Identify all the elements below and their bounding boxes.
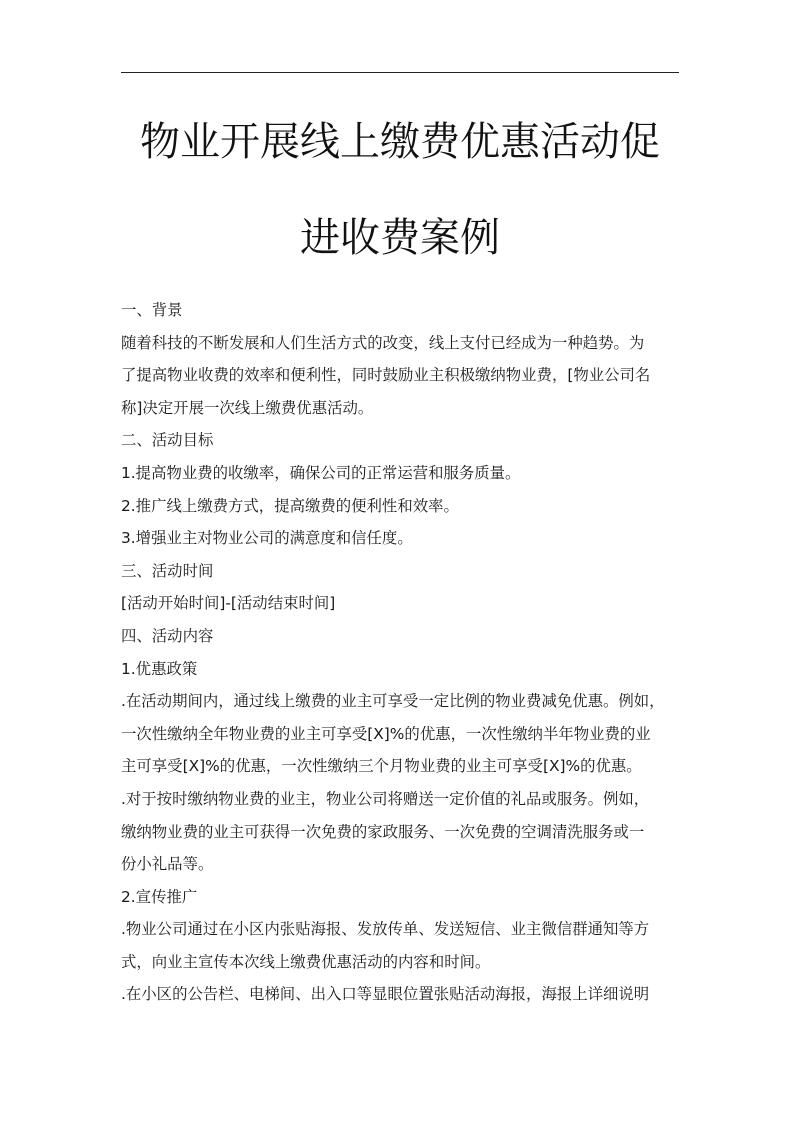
paragraph-line: 一次性缴纳全年物业费的业主可享受[X]%的优惠，一次性缴纳半年物业费的业 <box>121 724 651 743</box>
subheading-promotion: 2.宣传推广 <box>121 887 198 906</box>
paragraph-line: .对于按时缴纳物业费的业主，物业公司将赠送一定价值的礼品或服务。例如， <box>121 789 650 808</box>
paragraph-line: 式，向业主宣传本次线上缴费优惠活动的内容和时间。 <box>121 952 491 971</box>
document-title-line-1: 物业开展线上缴费优惠活动促 <box>140 119 660 165</box>
paragraph-line: 了提高物业收费的效率和便利性，同时鼓励业主积极缴纳物业费，[物业公司名 <box>121 366 651 385</box>
paragraph-line: 份小礼品等。 <box>121 855 214 874</box>
goal-item: 3.增强业主对物业公司的满意度和信任度。 <box>121 529 413 548</box>
paragraph-line: .在小区的公告栏、电梯间、出入口等显眼位置张贴活动海报，海报上详细说明 <box>121 985 650 1004</box>
document-body <box>121 294 691 1011</box>
paragraph-line: .在活动期间内，通过线上缴费的业主可享受一定比例的物业费减免优惠。例如， <box>121 692 665 711</box>
document-title-line-2: 进收费案例 <box>300 215 500 261</box>
top-divider <box>121 72 679 73</box>
section-heading-time: 三、活动时间 <box>121 561 214 580</box>
goal-item: 2.推广线上缴费方式，提高缴费的便利性和效率。 <box>121 496 459 515</box>
section-heading-background: 一、背景 <box>121 301 183 319</box>
activity-time: [活动开始时间]-[活动结束时间] <box>121 594 336 613</box>
paragraph-line: .物业公司通过在小区内张贴海报、发放传单、发送短信、业主微信群通知等方 <box>121 920 650 939</box>
subheading-discount-policy: 1.优惠政策 <box>121 659 198 678</box>
section-heading-content: 四、活动内容 <box>121 626 214 645</box>
goal-item: 1.提高物业费的收缴率，确保公司的正常运营和服务质量。 <box>121 463 521 482</box>
paragraph-line: 主可享受[X]%的优惠，一次性缴纳三个月物业费的业主可享受[X]%的优惠。 <box>121 757 642 776</box>
paragraph-line: 缴纳物业费的业主可获得一次免费的家政服务、一次免费的空调清洗服务或一 <box>121 822 645 841</box>
section-heading-goals: 二、活动目标 <box>121 431 214 450</box>
paragraph-line: 随着科技的不断发展和人们生活方式的改变，线上支付已经成为一种趋势。为 <box>121 333 645 352</box>
paragraph-line: 称]决定开展一次线上缴费优惠活动。 <box>121 398 374 417</box>
